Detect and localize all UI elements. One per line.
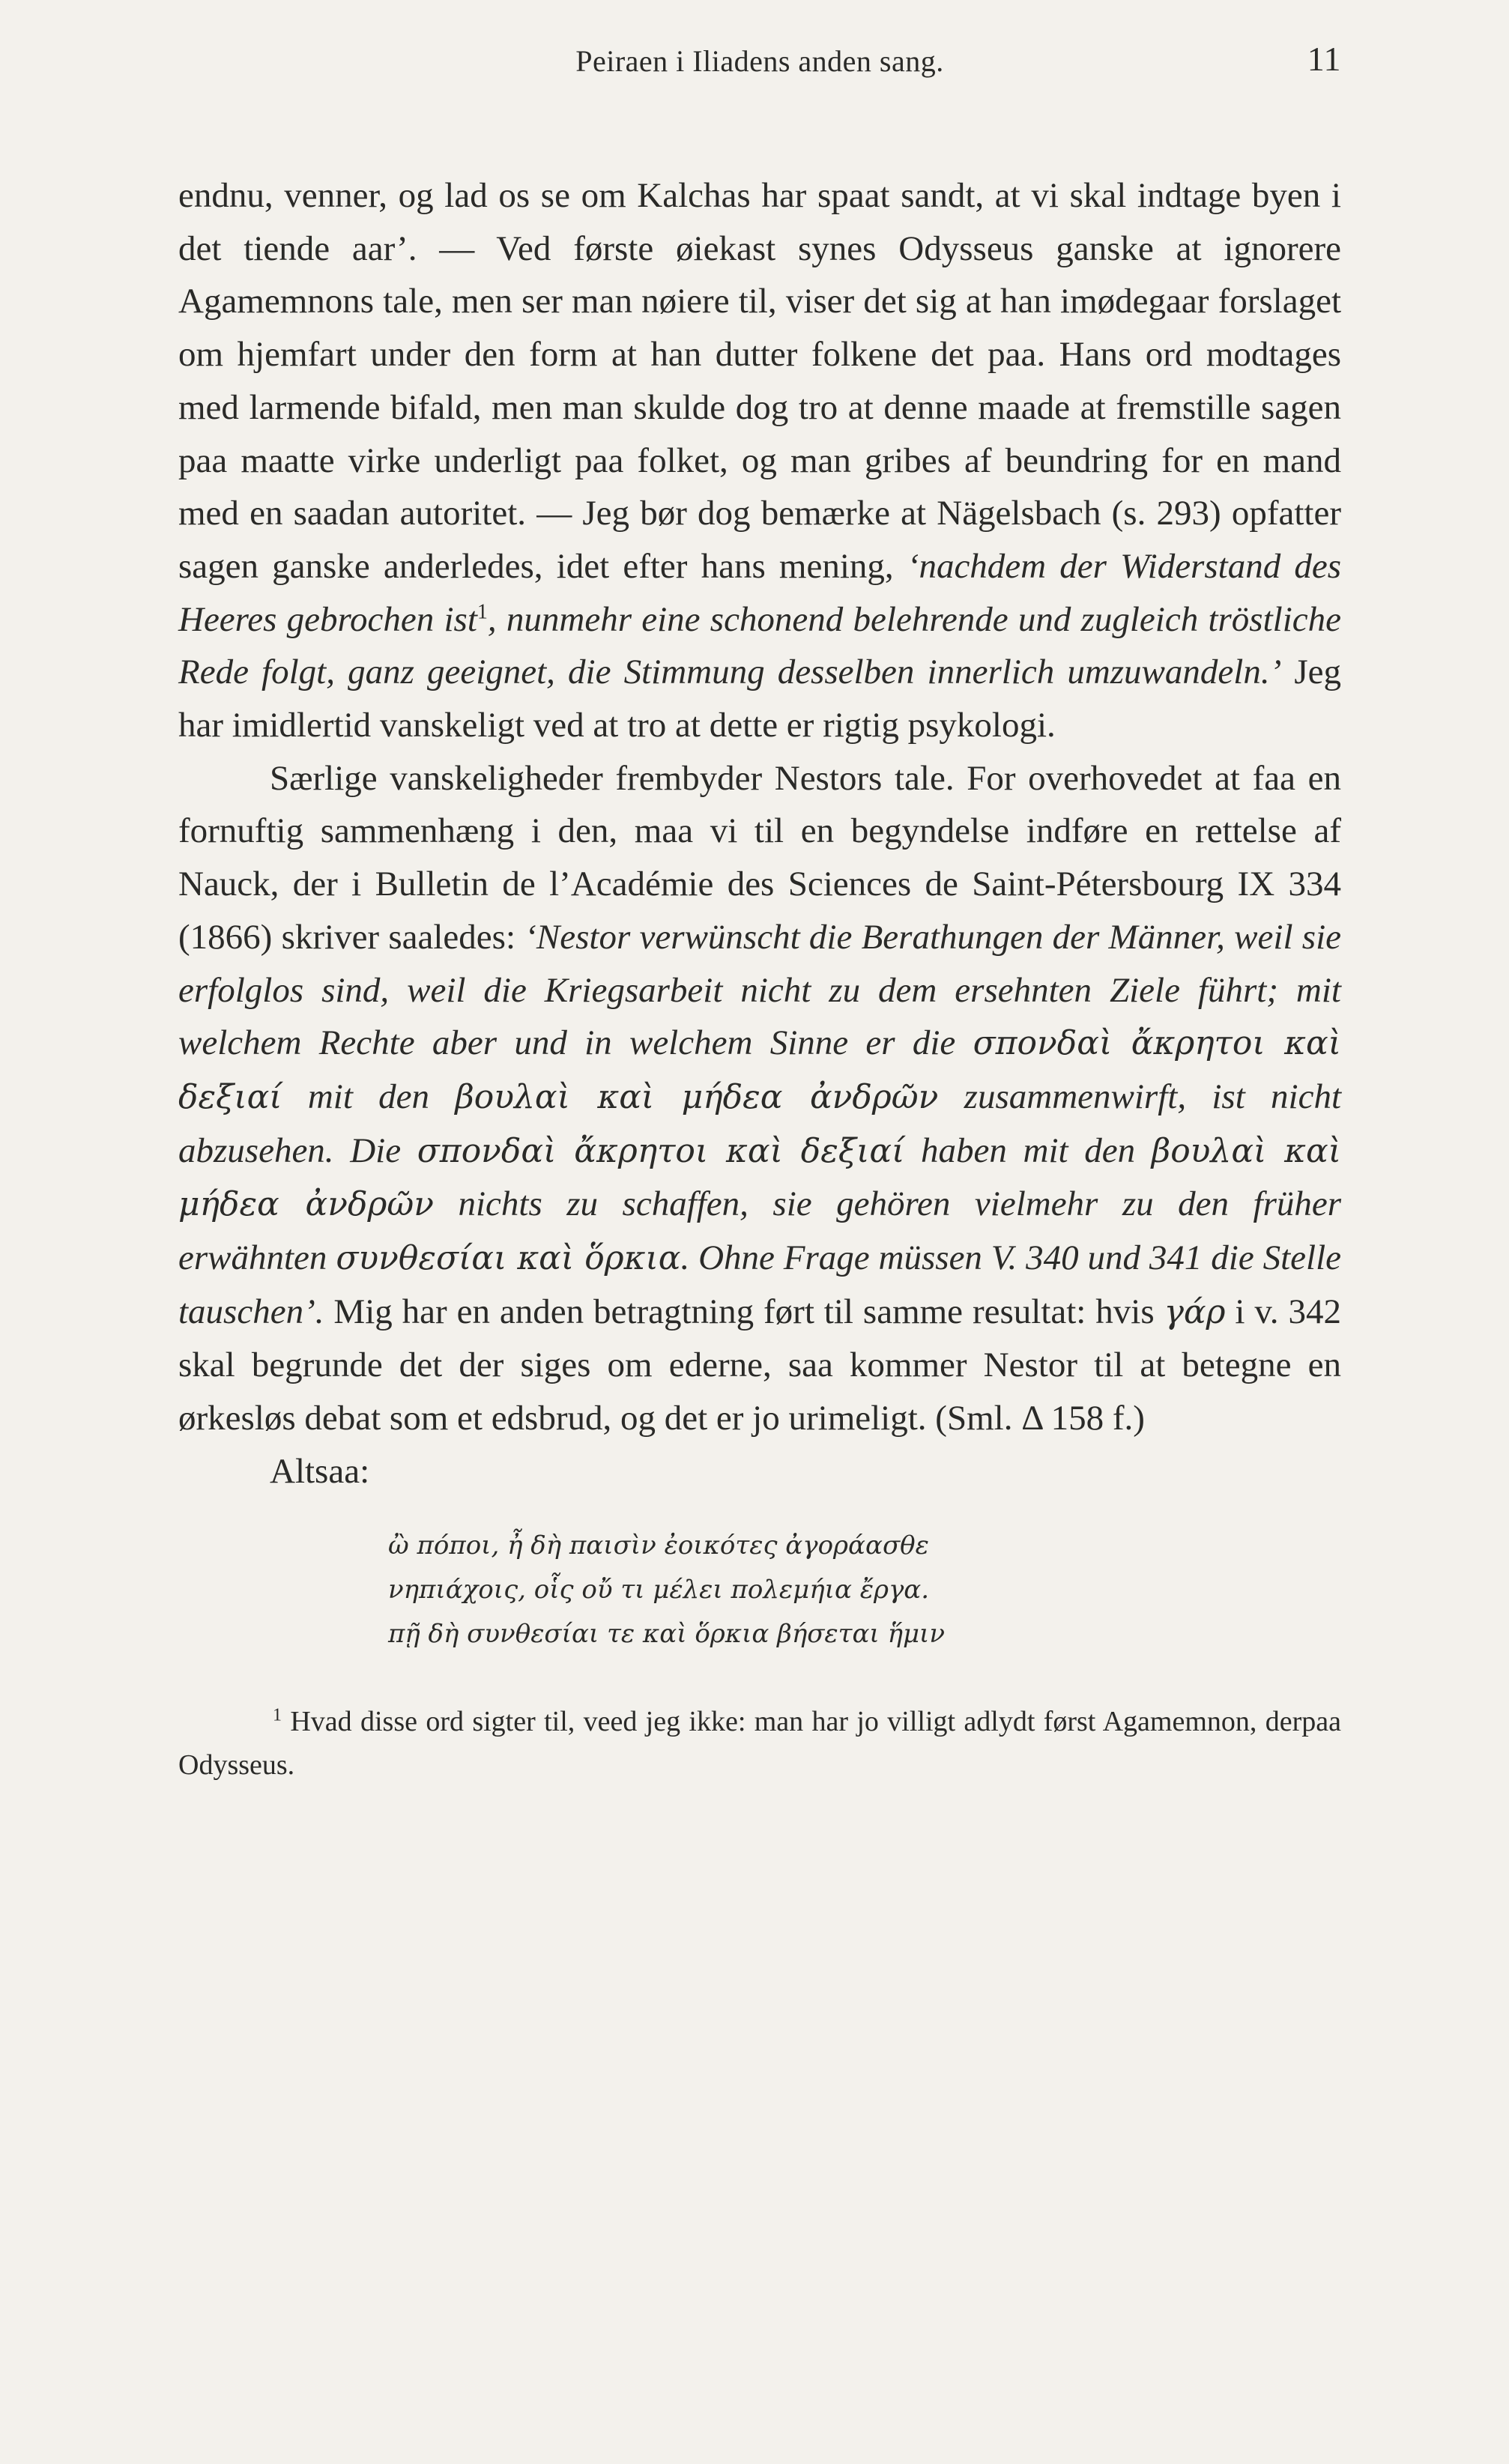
text-run: i v. 342 skal begrunde det der siges om ederne, saa kommer Nestor til at betegne en ørkesløs debat som et edsbrud, og det er jo urimeligt. (Sml. Δ 158 f.) xyxy=(178,1292,1341,1438)
paragraph xyxy=(178,752,1341,1445)
footnote-reference: 1 xyxy=(477,599,488,623)
running-title: Peiraen i Iliadens anden sang. xyxy=(575,44,944,78)
greek-phrase: σπονδαὶ ἄκρητοι καὶ δεξιαί xyxy=(178,1024,1341,1116)
italic-quotation: zusammenwirft, ist nicht abzusehen. Die xyxy=(178,1077,1341,1170)
body-text xyxy=(178,169,1341,1498)
italic-quotation: ‘Nestor verwünscht die Berathungen der Männer, weil sie erfolglos sind, weil die Kriegsarbeit nicht zu dem ersehnten Ziele führt; mit welchem Rechte aber und in welchem Sinne er die xyxy=(178,917,1341,1063)
italic-quotation: . Ohne Frage müssen V. 340 und 341 die Stelle tauschen’. xyxy=(178,1238,1341,1331)
quote-line: ὢ πόποι, ἦ δὴ παισὶν ἐοικότες ἀγοράασθε xyxy=(388,1530,929,1561)
greek-phrase: γάρ xyxy=(1164,1292,1226,1331)
greek-phrase: βουλαὶ καὶ μήδεα ἀνδρῶν xyxy=(455,1077,939,1116)
greek-phrase: βουλαὶ καὶ μήδεα ἀνδρῶν xyxy=(178,1131,1341,1224)
footnote-marker: 1 xyxy=(273,1704,282,1725)
italic-quotation: ‘nachdem der Widerstand des Heeres gebrochen ist xyxy=(178,546,1342,639)
paragraph xyxy=(178,169,1341,752)
quote-line: πῇ δὴ συνθεσίαι τε καὶ ὅρκια βήσεται ἥμιν xyxy=(388,1618,946,1649)
document-page xyxy=(178,39,1341,1787)
page-header xyxy=(178,39,1341,87)
greek-phrase: σπονδαὶ ἄκρητοι καὶ δεξιαί xyxy=(417,1131,905,1170)
text-run: Særlige vanskeligheder frembyder Nestors tale. For overhovedet at faa en fornuftig sammenhæng i den, maa vi til en begyndelse indføre en rettelse af Nauck, der i Bulletin de l’Académie des Sciences de Saint-Pétersbourg IX 334 (1866) skriver saaledes: xyxy=(178,758,1341,957)
greek-quotation xyxy=(178,1524,1341,1656)
greek-phrase: συνθεσίαι καὶ ὅρκια xyxy=(336,1239,681,1278)
footnote xyxy=(178,1700,1341,1787)
text-run: endnu, venner, og lad os se om Kalchas har spaat sandt, at vi skal indtage byen i det tiende aar’. — Ved første øiekast synes Odysseus ganske at ignorere Agamemnons tale, men ser man nøiere til, viser det sig at han imødegaar forslaget om hjemfart under den form at han dutter folkene det paa. Hans ord modtages med larmende bifald, men man skulde dog tro at denne maade at fremstille sagen paa maatte virke underligt paa folket, og man gribes af beundring for en mand med en saadan autoritet. — Jeg bør dog bemærke at Nägelsbach (s. 293) opfatter sagen ganske anderledes, idet efter hans mening, xyxy=(178,176,1341,586)
italic-quotation: haben mit den xyxy=(904,1130,1152,1170)
footnote-text: Hvad disse ord sigter til, veed jeg ikke: man har jo villigt adlydt først Agamemnon, derpaa Odysseus. xyxy=(178,1705,1341,1781)
paragraph xyxy=(178,1445,1341,1498)
footnote-paragraph xyxy=(178,1700,1341,1787)
text-run: Altsaa: xyxy=(270,1451,370,1491)
text-run: Jeg har imidlertid vanskeligt ved at tro at dette er rigtig psykologi. xyxy=(178,653,1341,745)
text-run: Mig har en anden betragtning ført til samme resultat: hvis xyxy=(324,1292,1164,1331)
italic-quotation: mit den xyxy=(282,1077,456,1116)
italic-quotation: , nunmehr eine schonend belehrende und zugleich tröstliche Rede folgt, ganz geeignet, die Stimmung desselben innerlich umzuwandeln.’ xyxy=(178,599,1341,692)
quote-line: νηπιάχοις, οἷς οὔ τι μέλει πολεμήια ἔργα. xyxy=(388,1574,930,1605)
italic-quotation: nichts zu schaffen, sie gehören vielmehr zu den früher erwähnten xyxy=(178,1184,1342,1278)
page-number: 11 xyxy=(1307,40,1341,78)
